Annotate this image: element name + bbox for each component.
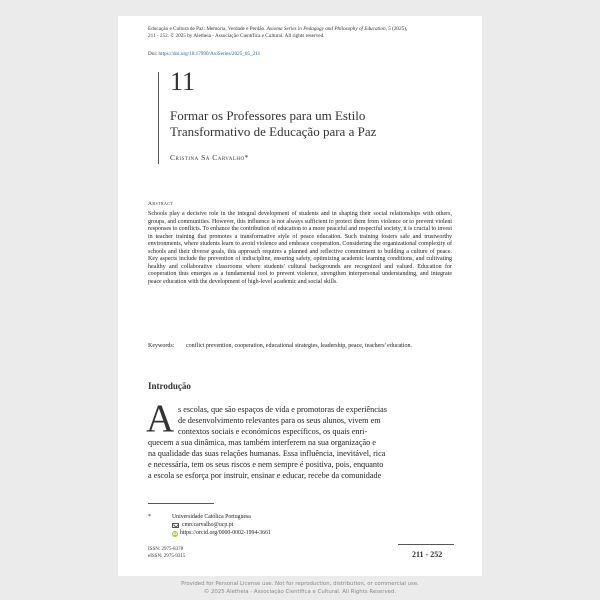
abstract-label: Abstract xyxy=(148,201,174,207)
keywords-label: Keywords: xyxy=(148,343,175,349)
drop-cap: A xyxy=(146,397,175,440)
abstract-text: Schools play a decisive role in the integral development of students and in shaping their social relationships with others, groups, and communities. However, this influence is not always sufficient to protect them from violence or to prevent violent responses to conflicts. To enhance the contribution of education to a more peaceful and respectful society, it is crucial to invest in teacher training that promotes a transformative style of peace education. Such training fosters safe and trustworthy environments, where students learn to avoid violence and embrace cooperation. Considering the organizational complexity of schools and their diverse goals, this approach requires a planned and reflective commitment to building a culture of peace. Key aspects include the prevention of indiscipline, ensuring safety, optimizing academic learning conditions, and cultivating healthy and collaborative classrooms where students' cultural backgrounds are recognized and valued. Education for cooperation thus emerges as a fundamental tool to prevent violence, strengthen interpersonal understanding, and integrate peace education with the development of high-level academic and social skills. xyxy=(148,211,452,285)
keywords xyxy=(148,343,452,351)
chapter-number: 11 xyxy=(170,67,196,96)
footnote-marker: * xyxy=(148,514,151,520)
orcid-icon: iD xyxy=(172,531,178,536)
mail-icon xyxy=(172,523,179,528)
page-range: 211 - 252 xyxy=(412,550,443,559)
license-notice: Provided for Personal License use. Not for reproduction, distribution, or commercial use. © 2025 Aletheia - Associação Científica e Cultural. All Rights Reserved. xyxy=(181,581,419,595)
body-line: quecem a sua dinâmica, mas também interferem na sua organização e xyxy=(148,438,376,447)
footnote-institution: Universidade Católica Portuguesa xyxy=(172,514,251,520)
page-range-rule xyxy=(398,544,454,545)
doi-link[interactable]: https://doi.org/10.17990/AxiSeries/2025_05_211 xyxy=(158,51,261,57)
page-sheet xyxy=(118,16,482,576)
footnote-email-row xyxy=(172,522,233,530)
body-line: a escola se esforça por instruir, ensinar e educar, recebe da comunidade xyxy=(148,471,382,480)
header-citation: Educação e Cultura de Paz: Memória, Verdade e Perdão. Axioma Series in Pedagogy and Philosophy of Education, 5 (2025), 211 - 252. © 2025 by Aletheia - Associação Científica e Cultural. All rights reserved. xyxy=(148,26,408,39)
body-line: na qualidade das suas relações humanas. Essa influência, inevitável, rica xyxy=(148,449,386,458)
section-heading: Introdução xyxy=(148,381,191,391)
body-line: de desenvolvimento relevantes para os seus alunos, vivem em xyxy=(178,416,381,425)
series-title: Axioma Series in Pedagogy and Philosophy of Education xyxy=(266,26,386,32)
body-line: s escolas, que são espaços de vida e promotoras de experiências xyxy=(178,405,387,414)
issn-print: ISSN: 2975-8378 xyxy=(148,547,184,552)
body-line: e necessária, tem os seus riscos e nem sempre é positiva, pois, enquanto xyxy=(148,460,384,469)
chapter-rule xyxy=(158,72,159,164)
author-name: Cristina Sá Carvalho* xyxy=(170,153,249,162)
issn-block xyxy=(148,547,185,560)
issn-electronic: eISSN: 2975-9315 xyxy=(148,553,186,559)
keywords-value: conflict prevention, cooperation, educational strategies, leadership, peace, teachers' education. xyxy=(186,343,412,349)
chapter-title: Formar os Professores para um Estilo Transformativo de Educação para a Paz xyxy=(170,108,377,139)
footnote-orcid-row xyxy=(172,530,271,538)
footnote-rule xyxy=(148,503,214,504)
footnote-email[interactable]: cmrccarvalho@ucp.pt xyxy=(182,522,234,528)
footnote-orcid-link[interactable]: https://orcid.org/0000-0002-1994-3661 xyxy=(180,530,271,536)
doi-line: Doi: https://doi.org/10.17990/AxiSeries/2025_05_211 xyxy=(148,51,261,57)
body-line: contextos sociais e económicos específicos, os quais enri- xyxy=(178,427,368,436)
